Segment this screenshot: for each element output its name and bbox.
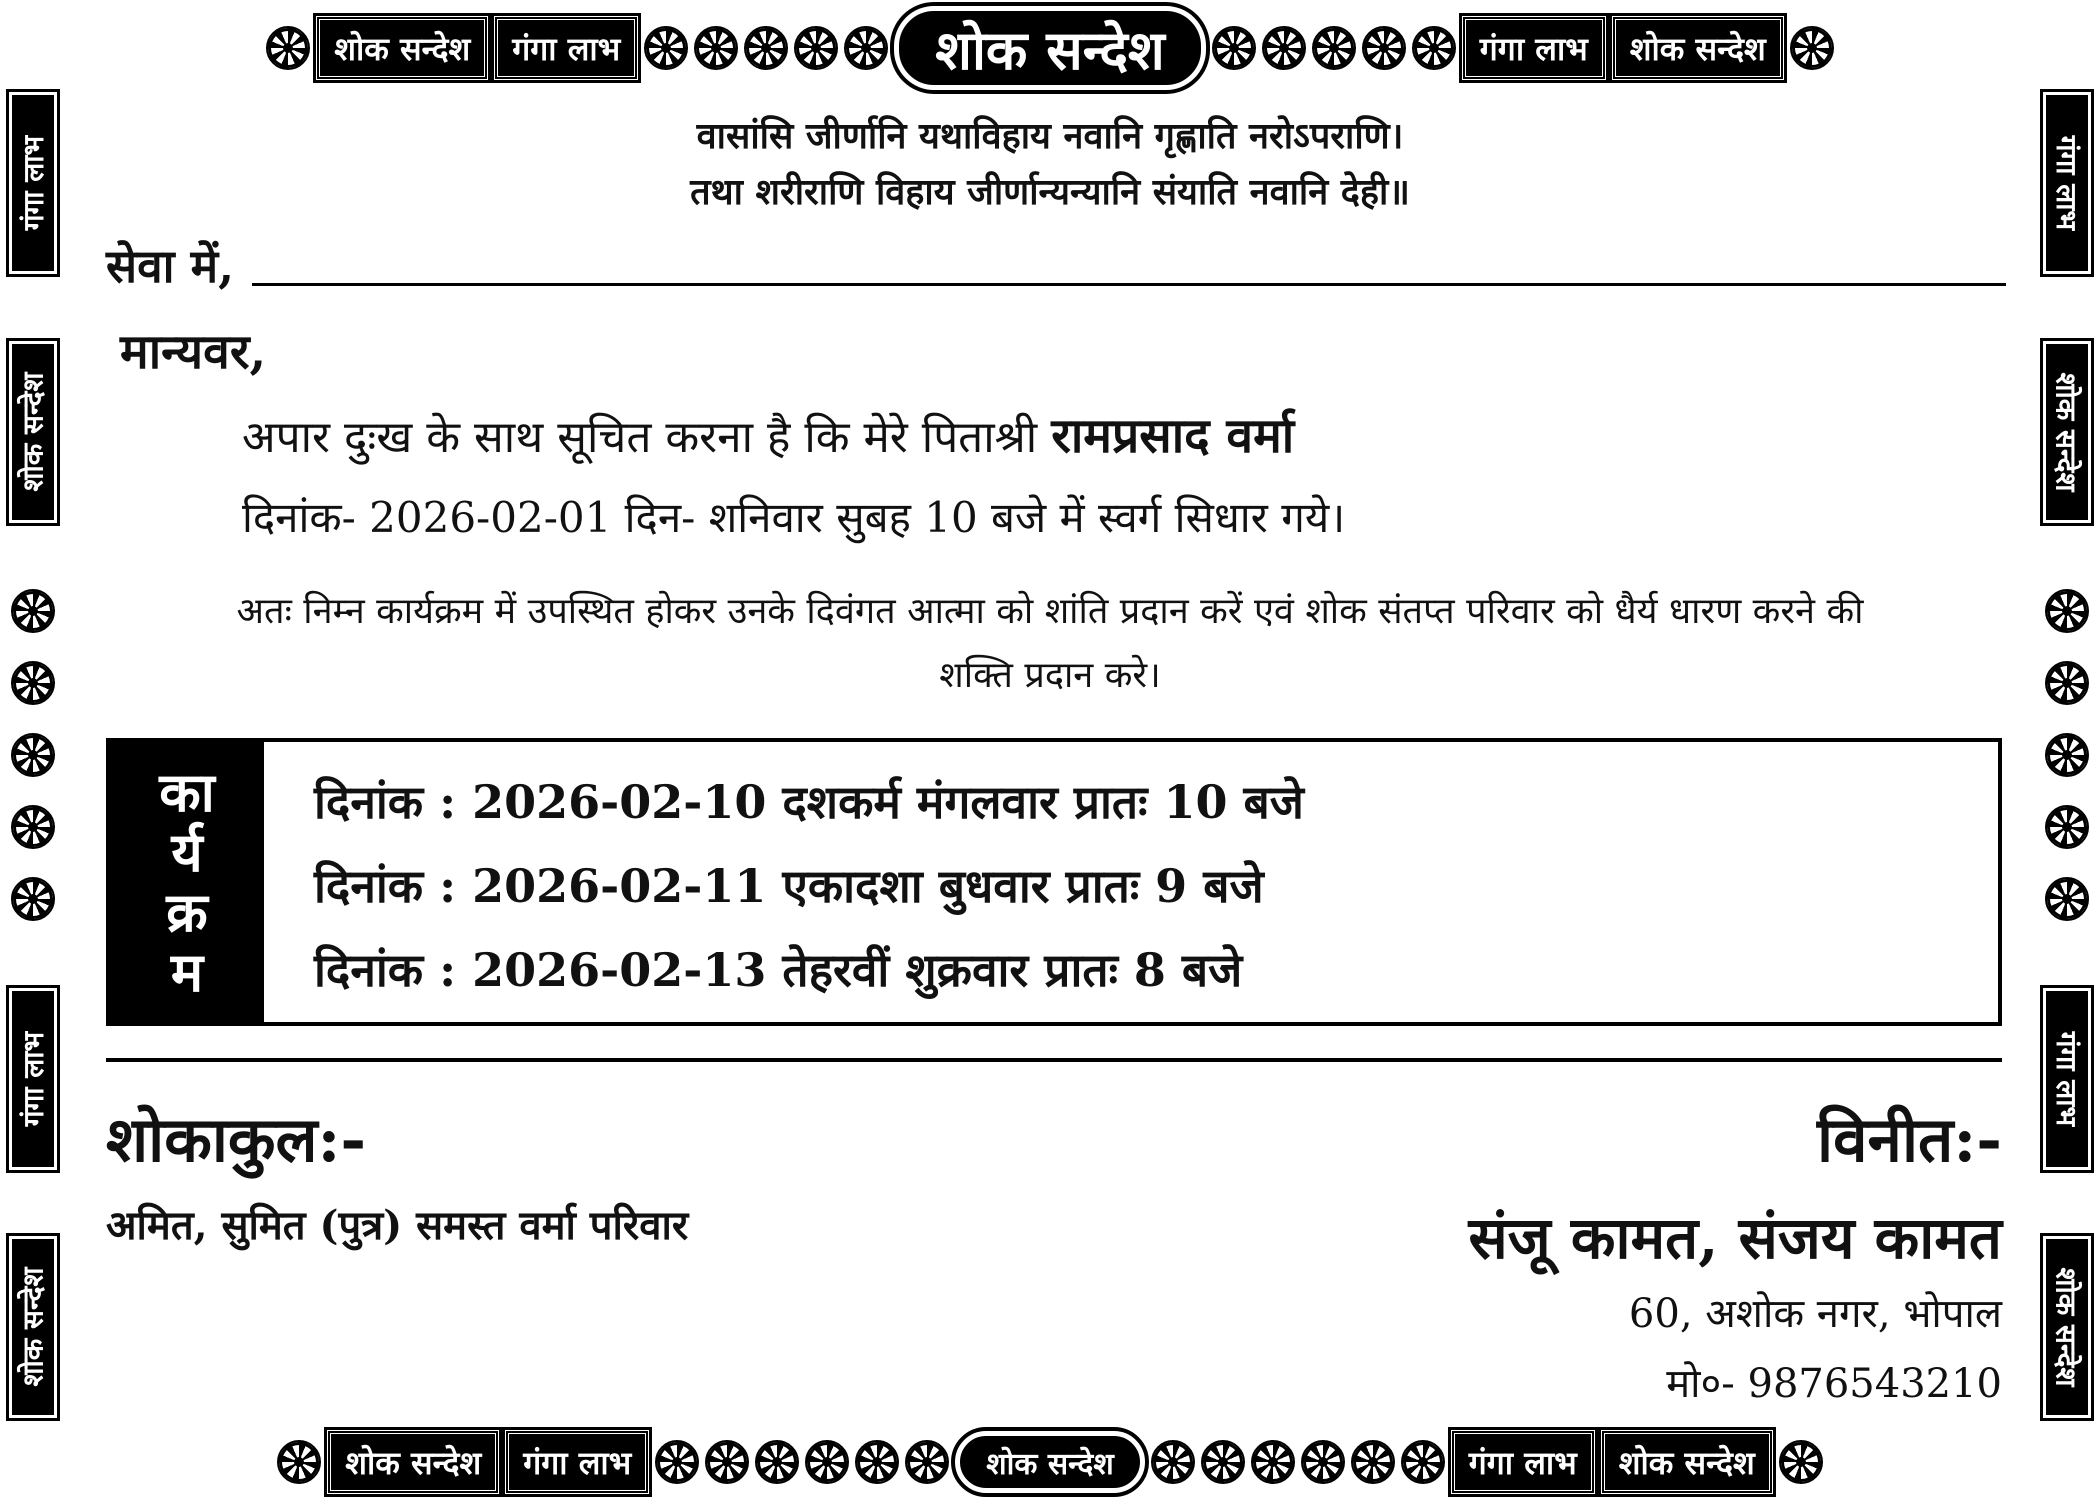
salutation: मान्यवर, [120, 324, 267, 380]
shok-sandesh-chip: शोक सन्देश [316, 16, 488, 80]
recipient-blank-line [252, 283, 2006, 286]
shloka-line-1: वासांसि जीर्णानि यथाविहाय नवानि गृह्णाति नरोऽपराणि। [696, 115, 1404, 157]
program-tag-part: म [170, 940, 204, 1004]
shok-sandesh-chip: शोक सन्देश [1612, 16, 1784, 80]
divider [106, 1058, 2002, 1062]
ganga-labh-chip: गंगा लाभ [505, 1430, 649, 1494]
deceased-name: रामप्रसाद वर्मा [1051, 408, 1295, 464]
shloka-line-2: तथा शरीराणि विहाय जीर्णान्यन्यानि संयाति नवानि देही॥ [690, 171, 1410, 213]
shok-sandesh-vertical-chip: शोक सन्देश [9, 341, 57, 523]
program-line-dashkarm: दिनांक : 2026-02-10 दशकर्म मंगलवार प्रातः 10 बजे [314, 775, 1304, 829]
program-tag-part: क्र [166, 880, 208, 944]
program-line-ekadasha: दिनांक : 2026-02-11 एकादशा बुधवार प्रातः 9 बजे [314, 859, 1264, 913]
ganga-labh-chip: गंगा लाभ [1462, 16, 1606, 80]
seva-mein-label: सेवा में, [106, 239, 235, 293]
shokakul-label: शोकाकुल:- [106, 1103, 367, 1176]
shok-sandesh-chip: शोक सन्देश [327, 1430, 499, 1494]
shok-sandesh-vertical-chip: शोक सन्देश [9, 1236, 57, 1418]
ganga-labh-vertical-chip: गंगा लाभ [9, 92, 57, 274]
recipient-row [106, 236, 2006, 296]
program-tag-part: का [159, 760, 215, 824]
shok-sandesh-vertical-chip: शोक सन्देश [2043, 1236, 2091, 1418]
shok-sandesh-vertical-chip: शोक सन्देश [2043, 341, 2091, 523]
intro-text: अपार दुःख के साथ सूचित करना है कि मेरे पिताश्री [242, 412, 1038, 463]
shok-sandesh-chip: शोक सन्देश [1601, 1430, 1773, 1494]
message-request: अतः निम्न कार्यक्रम में उपस्थित होकर उनके दिवंगत आत्मा को शांति प्रदान करें एवं शोक संतप्त परिवार को धैर्य धारण करने की शक्ति प्रदान करे। [236, 591, 1864, 696]
ganga-labh-chip: गंगा लाभ [1451, 1430, 1595, 1494]
ganga-labh-vertical-chip: गंगा लाभ [2043, 92, 2091, 274]
message-intro [242, 402, 1294, 467]
ganga-labh-vertical-chip: गंगा लाभ [2043, 988, 2091, 1170]
title-badge: शोक सन्देश [894, 6, 1206, 90]
program-box [106, 738, 2002, 1026]
program-line-terahvi: दिनांक : 2026-02-13 तेहरवीं शुक्रवार प्रातः 8 बजे [314, 943, 1243, 997]
program-tag [110, 742, 264, 1022]
program-lines [264, 742, 1304, 1022]
program-tag-part: र्य [171, 820, 203, 884]
vineet-label: विनीत:- [1817, 1103, 2002, 1176]
shokakul-names: अमित, सुमित (पुत्र) समस्त वर्मा परिवार [106, 1202, 689, 1249]
ganga-labh-chip: गंगा लाभ [494, 16, 638, 80]
message-date-line: दिनांक- 2026-02-01 दिन- शनिवार सुबह 10 बजे में स्वर्ग सिधार गये। [242, 493, 1346, 542]
ganga-labh-vertical-chip: गंगा लाभ [9, 988, 57, 1170]
shloka [200, 108, 1900, 220]
footer-title-badge: शोक सन्देश [955, 1431, 1145, 1493]
vineet-names: संजू कामत, संजय कामत [1468, 1204, 2002, 1272]
address: 60, अशोक नगर, भोपाल [1628, 1291, 2002, 1337]
mobile-number: मो०- 9876543210 [1666, 1361, 2002, 1407]
